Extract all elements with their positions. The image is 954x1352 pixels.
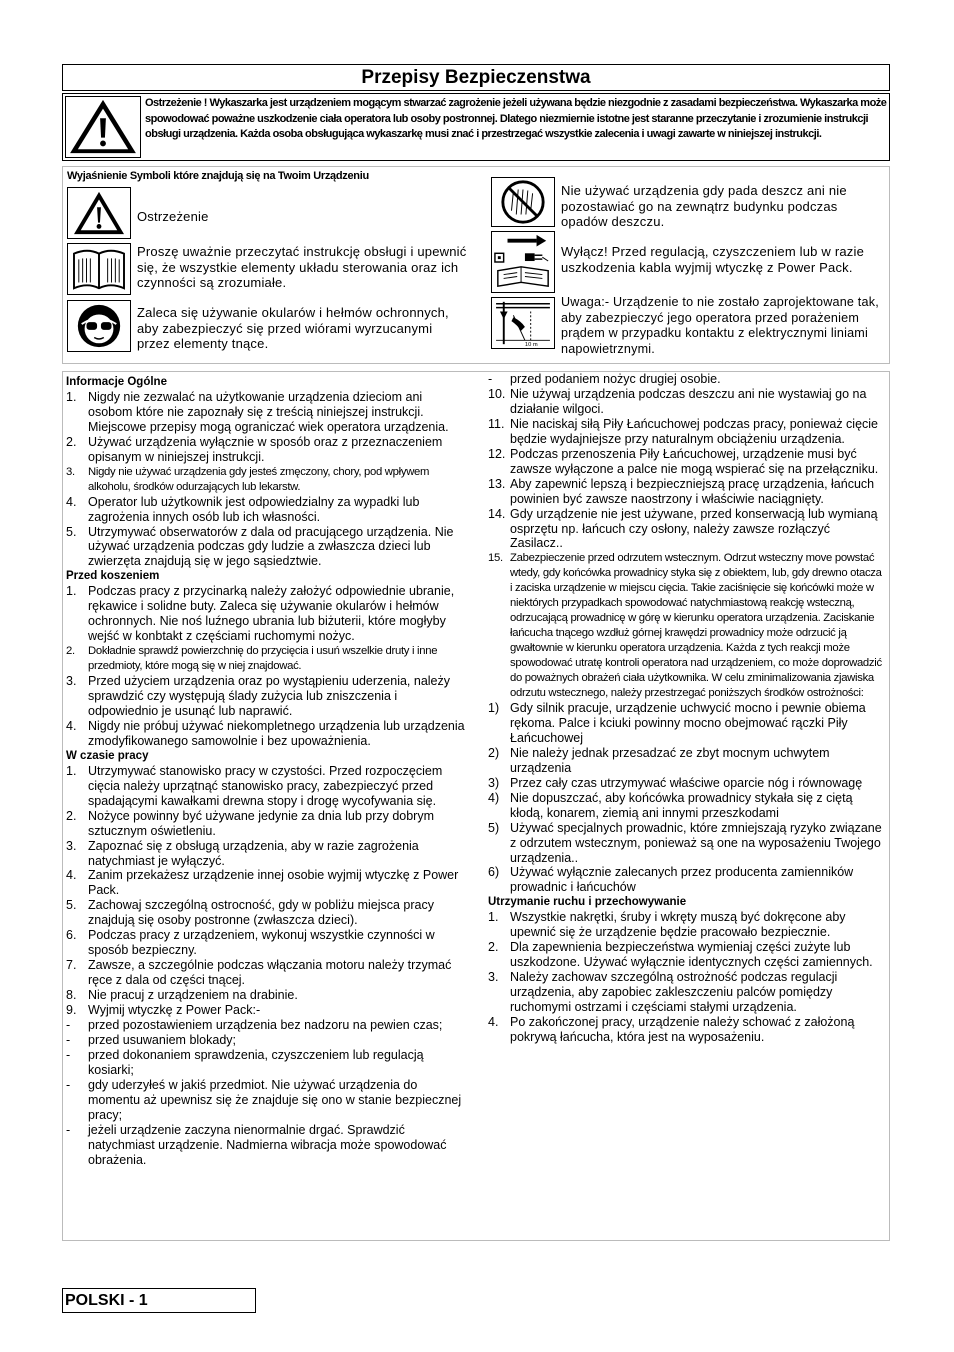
- list-item: 1. Wszystkie nakrętki, śruby i wkręty muszą być dokręcone aby upewnić się że urządzenie będzie pracowało bezpiecznie.: [488, 910, 846, 940]
- symbol-warning-label: Ostrzeżenie: [137, 209, 209, 224]
- list-item: 4. Zanim przekażesz urządzenie innej osobie wyjmij wtyczkę z Power Pack.: [66, 868, 459, 898]
- warning-triangle-icon: [65, 96, 141, 158]
- list-item: 6. Podczas pracy z urządzeniem, wykonuj wszystkie czynności w sposób bezpieczny.: [66, 928, 435, 958]
- kickback-item: 5) Używać specjalnych prowadnic, które zmniejszają ryzyko związane z odrzutem wstecznym, ponieważ są one na wyposażeniu Twojego urządzenia..: [488, 820, 882, 865]
- safety-rules-content: [62, 371, 890, 1241]
- page-footer: POLSKI - 1: [62, 1288, 256, 1313]
- symbol-goggles-text: Zaleca się używanie okularów i hełmów ochronnych, aby zabezpieczyć się przed wiórami wyrzucanymi przez elementy tnące.: [137, 305, 449, 351]
- dash-item: - przed usuwaniem blokady;: [66, 1032, 236, 1047]
- list-item: 15. Zabezpieczenie przed odrzutem wstecznym. Odrzut wsteczny move powstać wtedy, gdy końcówka prowadnicy styka się z obiektem, lub, gdy drewno otacza i zaciska urządzenie w miejscu cięcia. Takie zaciśnięcie się końcówki może w niektórych przypadkach spowodować natychmiastową reakcję wsteczną, odrzucającą prowadnicę w górę w kierunku operatora urządzenia. Zaciskanie łańcucha tnącego wzdłuż górnej krawędzi prowadnicy może odrzucić ją gwałtownie w kierunku operatora urządzenia. Każda z tych reakcji może spowodować utratę kontroli operatora nad urządzeniem, co może doprowadzić do poważnych obrażeń ciała użytkownika. W celu zminimalizowania zjawiska odrzutu wstecznego, należy przestrzegać poniższych środków ostrożności:: [488, 552, 882, 700]
- dash-item: - przed dokonaniem sprawdzenia, czyszczeniem lub regulacją kosiarki;: [66, 1047, 424, 1077]
- symbol-unplug-text: Wyłącz! Przed regulacją, czyszczeniem lub w razie uszkodzenia kabla wyjmij wtyczkę z Power Pack.: [561, 244, 865, 275]
- list-item: 13. Aby zapewnić lepszą i bezpieczniejszą pracę urządzenia, łańcuch powinien być zawsze naostrzony i właściwie naciągnięty.: [488, 476, 875, 506]
- kickback-item: 6) Używać wyłącznie zalecanych przez producenta zamienników prowadnic i łańcuchów: [488, 865, 854, 895]
- symbol-manual-text: Proszę uważnie przeczytać instrukcję obsługi i upewnić się, że wszystkie elementy układu sterowania oraz ich czynności są zrozumiałe.: [137, 244, 467, 290]
- list-item: 3. Należy zachowav szczególną ostrożność podczas regulacji urządzenia, aby zapobiec zakleszczeniu palców pomiędzy ruchomymi ostrzami i częściami stałymi urządzenia.: [488, 970, 838, 1015]
- list-item: 1. Podczas pracy z przycinarką należy założyć odpowiednie ubranie, rękawice i solidne buty. Zaleca się używanie okularów i hełmów ochronnych. Nie noś luźnego ubrania lub biżuterii, które mogłyby wejść w konbtakt z częściami ruchomymi nożyc.: [66, 584, 455, 644]
- page-title: Przepisy Bezpieczenstwa: [62, 64, 890, 91]
- left-column: [66, 375, 466, 1168]
- list-item: 11. Nie naciskaj siłą Piły Łańcuchowej podczas pracy, ponieważ cięcie będzie wydajniejsze przy naturalnym obciążeniu urządzenia.: [488, 416, 879, 446]
- symbols-heading: Wyjaśnienie Symboli które znajdują się na Twoim Urządzeniu: [67, 170, 369, 182]
- dash-item: - gdy uderzyłeś w jakiś przedmiot. Nie używać urządzenia do momentu aż upewnisz się że znajduje się ono w stanie bezpiecznej pracy;: [66, 1077, 462, 1122]
- kickback-item: 4) Nie dopuszczać, aby końcówka prowadnicy stykała się z ciętą kłodą, konarem, ziemią ani innymi przeszkodami: [488, 790, 853, 820]
- symbol-powerline-text: Uwaga:- Urządzenie to nie zostało zaprojektowane tak, aby zabezpieczyć jego operatora przed porażeniem prądem w przypadku kontaktu z elektrycznymi liniami napowietrznymi.: [561, 295, 879, 356]
- no-rain-icon: [491, 177, 555, 227]
- kickback-item: 2) Nie należy jednak przesadzać ze zbyt mocnym uchwytem urządzenia: [488, 745, 830, 775]
- list-item: 14. Gdy urządzenie nie jest używane, przed konserwacją lub wymianą osprzętu np. łańcuch czy osłony, należy zawsze rozłączyć Zasilacz..: [488, 506, 878, 551]
- list-item: 3. Zapoznać się z obsługą urządzenia, aby w razie zagrożenia natychmiast je wyłączyć.: [66, 838, 419, 868]
- power-line-distance: 10 m: [524, 342, 538, 348]
- read-manual-icon: [67, 243, 131, 295]
- list-item: 12. Podczas przenoszenia Piły Łańcuchowej, urządzenie musi być zawsze wyłączone a palce nie mogą wspierać się na przełączniku.: [488, 446, 879, 476]
- kickback-item: 3) Przez cały czas utrzymywać właściwe oparcie nóg i równowagę: [488, 775, 863, 790]
- list-item: 2. Dla zapewnienia bezpieczeństwa wymieniaj części zużyte lub uszkodzone. Używać wyłącznie identycznych części zamiennych.: [488, 940, 873, 970]
- list-item: 3. Nigdy nie używać urządzenia gdy jesteś zmęczony, chory, pod wpływem alkoholu, środków odurzających lub lekarstw.: [66, 465, 430, 493]
- warning-symbol-icon: [67, 187, 131, 239]
- list-item: 5. Zachowaj szczególną ostrocność, gdy w pobliżu miejsca pracy znajdują się osoby postronne (zwłaszcza dzieci).: [66, 898, 434, 928]
- goggles-helmet-icon: [67, 300, 131, 352]
- unplug-icon: [491, 231, 555, 293]
- list-item: 2. Nożyce powinny być używane jedynie za dnia lub przy dobrym sztucznym oświetleniu.: [66, 808, 435, 838]
- list-item: 2. Dokładnie sprawdź powierzchnię do przycięcia i usuń wszelkie druty i inne przedmioty, które mogą się w niej znajdować.: [66, 645, 438, 673]
- list-item: 4. Operator lub użytkownik jest odpowiedzialny za wypadki lub zagrożenia innych osób lub ich własności.: [66, 494, 420, 524]
- list-item: 8. Nie pracuj z urządzeniem na drabinie.: [66, 988, 298, 1003]
- list-item: 4. Nigdy nie próbuj używać niekompletnego urządzenia lub urządzenia zmodyfikowanego samowolnie i bez upoważnienia.: [66, 718, 465, 748]
- list-item: 4. Po zakończonej pracy, urządzenie należy schować z założoną pokrywą łańcucha, która jest na wyposażeniu.: [488, 1014, 855, 1044]
- symbol-rain-text: Nie używać urządzenia gdy pada deszcz ani nie pozostawiać go na zewnątrz budynku podczas opadów deszczu.: [561, 183, 847, 229]
- list-item: 5. Utrzymywać obserwatorów z dala od pracującego urządzenia. Nie używać urządzenia podczas gdy ludzie a zwłaszcza dzieci lub zwierzęta znajdują się w jego sąsiedztwie.: [66, 524, 454, 569]
- dash-item: - przed podaniem nożyc drugiej osobie.: [488, 372, 721, 386]
- dash-item: - jeżeli urządzenie zaczyna nienormalnie drgać. Sprawdzić natychmiast urządzenie. Nadmierna wibracja może spowodować obrażenia.: [66, 1122, 447, 1167]
- list-item: 1. Utrzymywać stanowisko pracy w czystości. Przed rozpoczęciem cięcia należy uprzątnąć stanowisko pracy, zabezpieczyć przed spadającymi kawałkami drewna stopy i drogę wycofywania się.: [66, 763, 443, 808]
- list-item: 2. Używać urządzenia wyłącznie w sposób oraz z przeznaczeniem opisanym w niniejszej instrukcji.: [66, 434, 443, 464]
- warning-box: [62, 93, 890, 161]
- list-item: 9. Wyjmij wtyczkę z Power Pack:-: [66, 1003, 261, 1018]
- during-heading: W czasie pracy: [66, 749, 149, 762]
- warning-text: Ostrzeżenie ! Wykaszarka jest urządzeniem mogącym stwarzać zagrożenie jeżeli używana będzie niezgodnie z zasadami bezpieczeństwa. Wykaszarka może spowodować poważne uszkodzenie ciała operatora lub osoby postronnej. Dlatego niezmiernie istotne jest staranne przeczytanie i zrozumienie instrukcji obsługi urządzenia. Każda osoba obsługująca wykaszarkę musi znać i przestrzegać wszystkie zalecenia i uwagi zawarte w niniejszej instrukcji.: [145, 97, 887, 141]
- list-item: 3. Przed użyciem urządzenia oraz po wystąpieniu uderzenia, należy sprawdzić czy występują ślady zużycia lub zniszczenia i odpowiednio je usunąć lub naprawić.: [66, 674, 450, 718]
- kickback-item: 1) Gdy silnik pracuje, urządzenie uchwycić mocno i pewnie obiema rękoma. Palce i kciuki powinny mocno obejmować rączki Piły Łańcuchowej: [488, 700, 866, 745]
- right-column: [488, 372, 884, 1045]
- general-heading: Informacje Ogólne: [66, 376, 167, 388]
- power-line-icon: [491, 297, 555, 349]
- before-heading: Przed koszeniem: [66, 570, 160, 583]
- symbols-panel: [62, 166, 890, 364]
- list-item: 10. Nie używaj urządzenia podczas deszczu ani nie wystawiaj go na działanie wilgoci.: [488, 386, 867, 416]
- dash-item: - przed pozostawieniem urządzenia bez nadzoru na pewien czas;: [66, 1017, 443, 1032]
- list-item: 7. Zawsze, a szczególnie podczas włączania motoru należy trzymać ręce z dala od części tnącej.: [66, 958, 452, 988]
- list-item: 1. Nigdy nie zezwalać na użytkowanie urządzenia dzieciom ani osobom które nie zapoznały się z treścią niniejszej instrukcji. Miejscowe przepisy mogą ograniczać wiek operatora urządzenia.: [66, 389, 449, 434]
- maintenance-heading: Utrzymanie ruchu i przechowywanie: [488, 896, 687, 909]
